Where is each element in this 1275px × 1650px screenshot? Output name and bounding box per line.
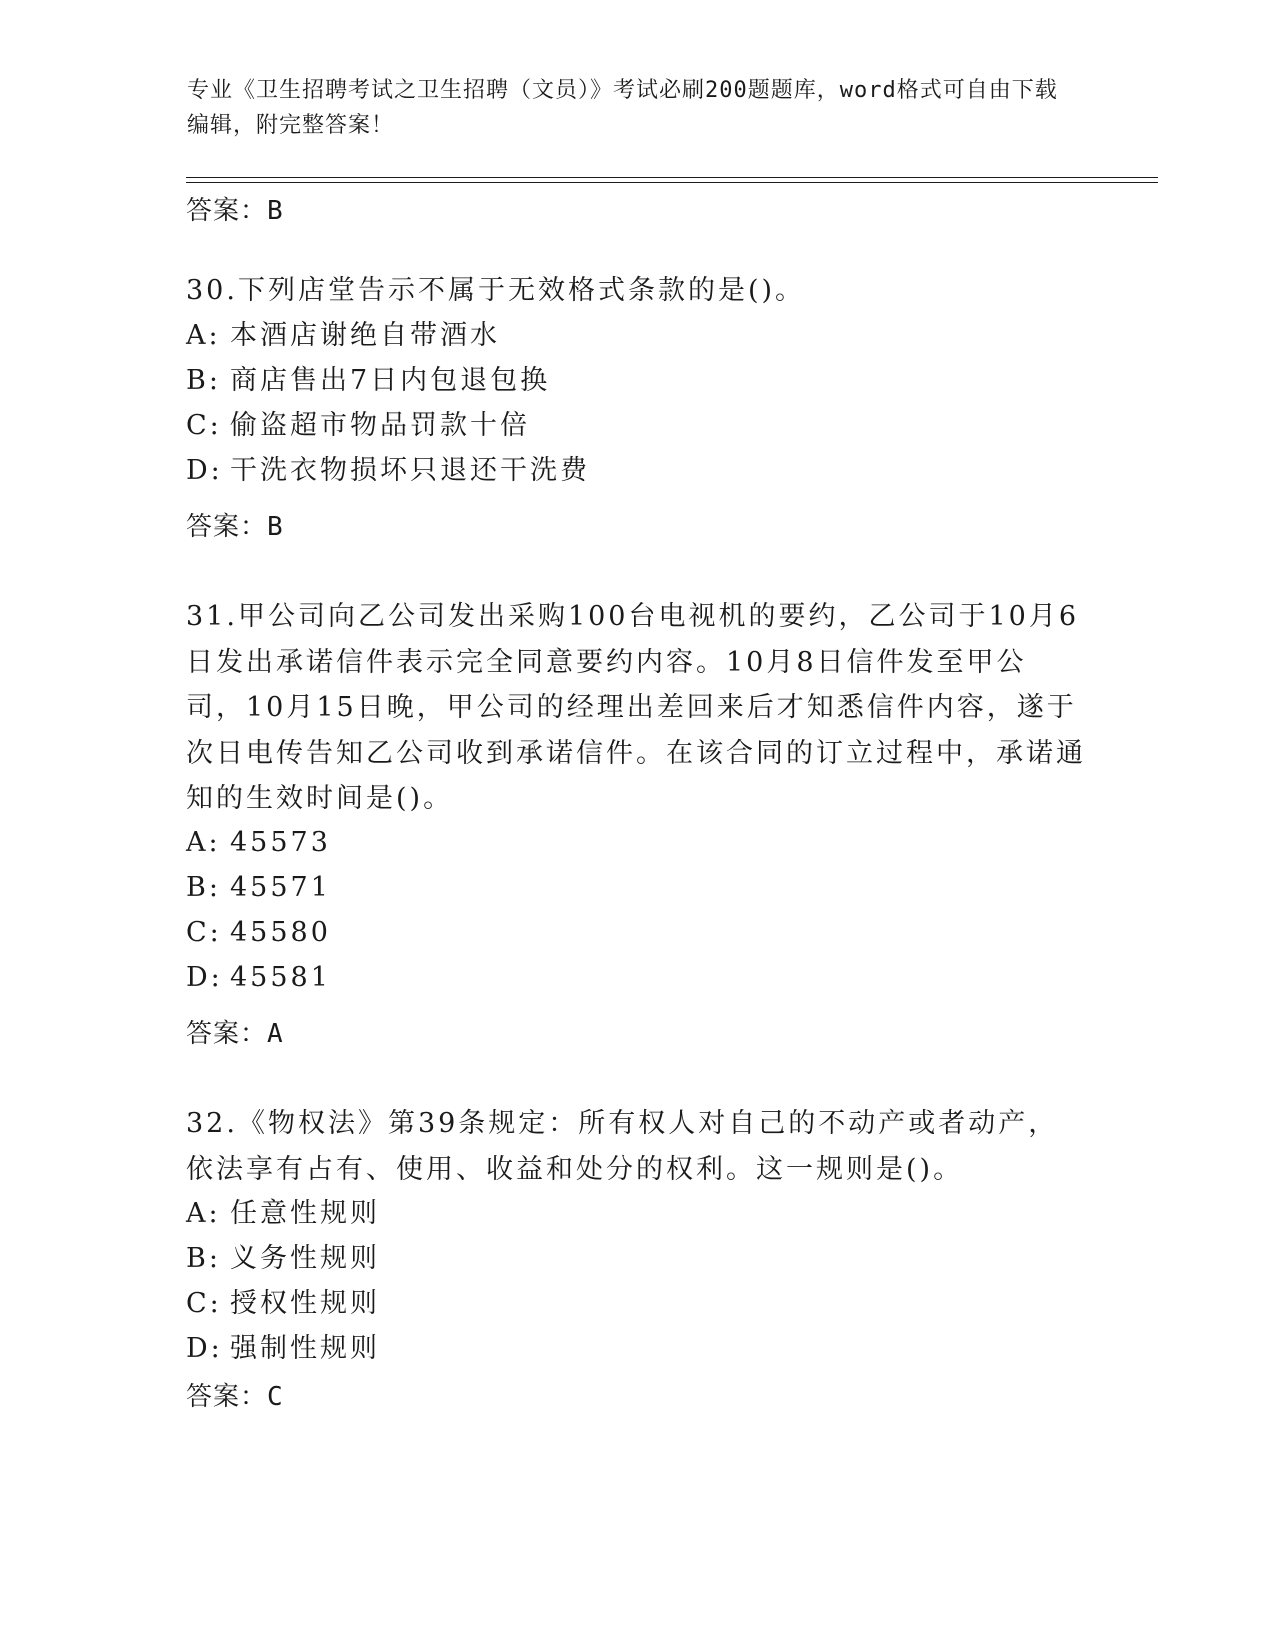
question-30-answer: 答案：B: [186, 512, 284, 542]
question-31-option-a: [186, 820, 331, 866]
option-text: 偷盗超市物品罚款十倍: [230, 410, 530, 441]
question-32-stem: 32.《物权法》第39条规定：所有权人对自己的不动产或者动产，依法享有占有、使用、收益和处分的权利。这一规则是()。: [186, 1108, 1059, 1185]
option-text: 任意性规则: [230, 1198, 380, 1229]
option-letter: C:: [186, 917, 222, 948]
option-text: 商店售出7日内包退包换: [230, 365, 551, 396]
option-letter: A:: [186, 1198, 221, 1229]
option-text: 45581: [230, 962, 331, 993]
question-31-option-b: [186, 865, 331, 911]
option-text: 45580: [230, 917, 331, 948]
option-letter: C:: [186, 410, 222, 441]
previous-answer: 答案：B: [186, 196, 284, 226]
option-letter: A:: [186, 827, 221, 858]
question-32-option-b: [186, 1236, 380, 1282]
question-30-option-a: [186, 313, 500, 359]
question-30-option-d: [186, 448, 590, 494]
option-letter: D:: [186, 962, 223, 993]
option-text: 义务性规则: [230, 1243, 380, 1274]
question-32-option-c: [186, 1281, 380, 1327]
question-30-option-b: [186, 358, 550, 404]
question-30-option-c: [186, 403, 530, 449]
question-31-option-c: [186, 910, 331, 956]
option-letter: B:: [186, 365, 221, 396]
option-letter: C:: [186, 1288, 222, 1319]
option-text: 45571: [230, 872, 331, 903]
option-letter: D:: [186, 1333, 223, 1364]
option-letter: B:: [186, 872, 221, 903]
document-header: 专业《卫生招聘考试之卫生招聘（文员）》考试必刷200题题库，word格式可自由下载编辑，附完整答案！: [187, 78, 1058, 138]
option-letter: A:: [186, 320, 221, 351]
header-rule-bottom: [186, 182, 1158, 183]
header-rule-top: [186, 177, 1158, 178]
option-letter: D:: [186, 455, 223, 486]
question-32-option-d: [186, 1326, 380, 1372]
option-text: 45573: [230, 827, 331, 858]
question-30-stem: 30.下列店堂告示不属于无效格式条款的是()。: [186, 275, 806, 306]
option-text: 强制性规则: [230, 1333, 380, 1364]
option-text: 本酒店谢绝自带酒水: [230, 320, 500, 351]
question-31-answer: 答案：A: [186, 1019, 284, 1049]
question-31-stem: 31.甲公司向乙公司发出采购100台电视机的要约，乙公司于10月6日发出承诺信件表示完全同意要约内容。10月8日信件发至甲公司，10月15日晚，甲公司的经理出差回来后才知悉信件内容，遂于次日电传告知乙公司收到承诺信件。在该合同的订立过程中，承诺通知的生效时间是()。: [186, 601, 1086, 814]
question-32-answer: 答案：C: [186, 1382, 284, 1412]
question-31-option-d: [186, 955, 331, 1001]
question-32-option-a: [186, 1191, 380, 1237]
option-text: 干洗衣物损坏只退还干洗费: [230, 455, 590, 486]
option-text: 授权性规则: [230, 1288, 380, 1319]
option-letter: B:: [186, 1243, 221, 1274]
